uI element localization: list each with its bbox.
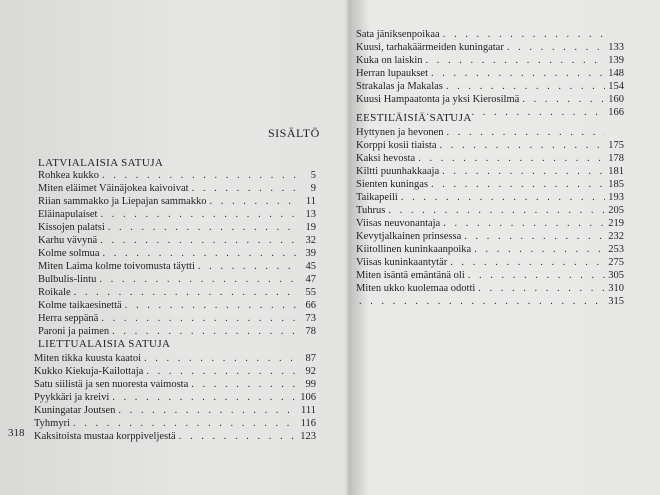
toc-entry bbox=[356, 165, 624, 178]
toc-entry bbox=[34, 378, 316, 391]
toc-entry bbox=[356, 269, 624, 282]
toc-entry-page: 133 bbox=[608, 42, 624, 53]
toc-entry-page: 87 bbox=[305, 353, 316, 364]
toc-entry-page: 154 bbox=[608, 81, 624, 92]
toc-entry-page: 219 bbox=[608, 218, 624, 229]
toc-entry-title: Korppi kosii tiaista bbox=[356, 140, 437, 151]
toc-entry-title: Miten ukko kuolemaa odotti bbox=[356, 283, 476, 294]
toc-entry-page: 66 bbox=[305, 300, 316, 311]
toc-entry-title: Kuusi, tarhakäärmeiden kuningatar bbox=[356, 42, 504, 53]
toc-list-estonia bbox=[356, 126, 624, 308]
toc-entry bbox=[356, 178, 624, 191]
toc-list-lithuania bbox=[34, 352, 316, 443]
toc-entry bbox=[356, 282, 624, 295]
toc-entry-page: 166 bbox=[608, 107, 624, 118]
toc-entry-title: Paroni ja paimen bbox=[38, 326, 110, 337]
toc-entry bbox=[356, 93, 624, 106]
toc-entry-title: Taikapeili bbox=[356, 192, 398, 203]
toc-entry bbox=[356, 152, 624, 165]
toc-entry-title: Miten eläimet Väinäjokea kaivoivat bbox=[38, 183, 189, 194]
toc-entry-page: 13 bbox=[305, 209, 316, 220]
toc-entry bbox=[38, 299, 316, 312]
toc-list-latvia bbox=[38, 169, 316, 338]
toc-entry-title: Tyhmyri bbox=[34, 418, 71, 429]
toc-entry-page: 9 bbox=[310, 183, 316, 194]
toc-entry-page: 32 bbox=[305, 235, 316, 246]
toc-leader-dots bbox=[401, 191, 605, 204]
toc-entry-title: Kiitollinen kuninkaanpoika bbox=[356, 244, 472, 255]
toc-leader-dots bbox=[443, 217, 605, 230]
toc-leader-dots bbox=[359, 295, 605, 308]
toc-entry bbox=[38, 260, 316, 273]
toc-entry bbox=[38, 286, 316, 299]
toc-entry bbox=[38, 208, 316, 221]
toc-leader-dots bbox=[108, 221, 297, 234]
toc-entry-page: 99 bbox=[305, 379, 316, 390]
toc-entry-page: 11 bbox=[305, 196, 316, 207]
toc-leader-dots bbox=[146, 365, 297, 378]
toc-entry-page: 315 bbox=[608, 296, 624, 307]
toc-leader-dots bbox=[210, 195, 297, 208]
toc-entry bbox=[356, 139, 624, 152]
toc-leader-dots bbox=[507, 41, 605, 54]
toc-entry-page: 305 bbox=[608, 270, 624, 281]
toc-entry bbox=[34, 404, 316, 417]
toc-entry bbox=[356, 28, 624, 41]
toc-entry bbox=[38, 195, 316, 208]
toc-leader-dots bbox=[431, 67, 605, 80]
toc-entry bbox=[34, 417, 316, 430]
section-heading-estonia: EESTILÄISIÄ SATUJA bbox=[356, 112, 472, 124]
toc-entry bbox=[38, 247, 316, 260]
toc-entry-page: 253 bbox=[608, 244, 624, 255]
toc-leader-dots bbox=[101, 312, 297, 325]
toc-leader-dots bbox=[431, 178, 605, 191]
toc-entry-page: 39 bbox=[305, 248, 316, 259]
toc-leader-dots bbox=[198, 260, 297, 273]
toc-entry-title: Kolme solmua bbox=[38, 248, 100, 259]
toc-entry-page: 45 bbox=[305, 261, 316, 272]
toc-entry-page: 78 bbox=[305, 326, 316, 337]
toc-entry-title: Viisas neuvonantaja bbox=[356, 218, 441, 229]
toc-leader-dots bbox=[99, 273, 297, 286]
toc-leader-dots bbox=[112, 325, 297, 338]
toc-entry-page: 275 bbox=[608, 257, 624, 268]
toc-leader-dots bbox=[125, 299, 297, 312]
toc-entry-title: Eläinapulaiset bbox=[38, 209, 98, 220]
toc-leader-dots bbox=[464, 230, 605, 243]
toc-leader-dots bbox=[112, 391, 297, 404]
toc-entry-title: Hyttynen ja hevonen bbox=[356, 127, 444, 138]
toc-entry bbox=[38, 169, 316, 182]
toc-entry bbox=[356, 295, 624, 308]
toc-entry bbox=[356, 54, 624, 67]
toc-entry-page: 111 bbox=[301, 405, 316, 416]
toc-leader-dots bbox=[144, 352, 297, 365]
toc-entry-title: Rohkea kukko bbox=[38, 170, 99, 181]
toc-leader-dots bbox=[446, 126, 605, 139]
toc-leader-dots bbox=[74, 286, 297, 299]
toc-leader-dots bbox=[418, 152, 605, 165]
toc-entry-title: Kuningatar Joutsen bbox=[34, 405, 116, 416]
toc-list-lithuania-continued bbox=[356, 28, 624, 119]
toc-entry-title: Strakalas ja Makalas bbox=[356, 81, 443, 92]
toc-entry-title: Sata jäniksenpoikaa bbox=[356, 29, 440, 40]
toc-leader-dots bbox=[191, 378, 297, 391]
toc-entry-page: 55 bbox=[305, 287, 316, 298]
toc-leader-dots bbox=[118, 404, 297, 417]
toc-entry bbox=[356, 230, 624, 243]
toc-entry-page: 106 bbox=[300, 392, 316, 403]
toc-leader-dots bbox=[192, 182, 297, 195]
right-page bbox=[350, 0, 660, 495]
toc-entry-page: 185 bbox=[608, 179, 624, 190]
toc-entry-page: 92 bbox=[305, 366, 316, 377]
toc-entry-title: Kuusi Hampaatonta ja yksi Kierosilmä bbox=[356, 94, 520, 105]
toc-entry-title: Pyykkäri ja kreivi bbox=[34, 392, 110, 403]
toc-entry-title: Kaksi hevosta bbox=[356, 153, 416, 164]
toc-entry-page: 181 bbox=[608, 166, 624, 177]
toc-leader-dots bbox=[450, 256, 605, 269]
toc-entry-title: Tuhrus bbox=[356, 205, 386, 216]
toc-entry bbox=[34, 430, 316, 443]
toc-leader-dots bbox=[468, 269, 605, 282]
toc-entry-page: 160 bbox=[608, 94, 624, 105]
toc-leader-dots bbox=[442, 165, 605, 178]
toc-entry-title: Miten isäntä emäntänä oli bbox=[356, 270, 465, 281]
toc-entry-page: 19 bbox=[305, 222, 316, 233]
toc-entry-page: 116 bbox=[300, 418, 316, 429]
toc-entry-page: 123 bbox=[300, 431, 316, 442]
toc-entry-title: Riian sammakko ja Liepajan sammakko bbox=[38, 196, 207, 207]
toc-entry-page: 310 bbox=[608, 283, 624, 294]
toc-entry bbox=[356, 243, 624, 256]
toc-entry bbox=[356, 217, 624, 230]
toc-entry-page: 47 bbox=[305, 274, 316, 285]
toc-entry-title: Kuka on laiskin bbox=[356, 55, 423, 66]
toc-entry-page: 232 bbox=[608, 231, 624, 242]
toc-leader-dots bbox=[478, 282, 605, 295]
toc-entry-page: 205 bbox=[608, 205, 624, 216]
toc-entry-page: 178 bbox=[608, 153, 624, 164]
toc-entry bbox=[356, 191, 624, 204]
toc-leader-dots bbox=[100, 208, 297, 221]
toc-entry bbox=[38, 312, 316, 325]
toc-entry-title: Kolme taikaesinettä bbox=[38, 300, 122, 311]
toc-leader-dots bbox=[443, 28, 605, 41]
toc-entry-page: 148 bbox=[608, 68, 624, 79]
toc-entry-title: Satu siilistä ja sen nuoresta vaimosta bbox=[34, 379, 189, 390]
toc-leader-dots bbox=[446, 80, 605, 93]
toc-entry-title: Kiltti puunhakkaaja bbox=[356, 166, 440, 177]
toc-entry-title: Kukko Kiekuja-Kailottaja bbox=[34, 366, 144, 377]
toc-entry-title: Viisas kuninkaantytär bbox=[356, 257, 448, 268]
toc-entry-page: 175 bbox=[608, 140, 624, 151]
toc-entry-page: 193 bbox=[608, 192, 624, 203]
toc-leader-dots bbox=[102, 169, 297, 182]
toc-entry bbox=[38, 325, 316, 338]
toc-leader-dots bbox=[522, 93, 605, 106]
toc-entry-title: Herran lupaukset bbox=[356, 68, 429, 79]
toc-entry-title: Roikale bbox=[38, 287, 71, 298]
toc-entry-title: Bulbulis-lintu bbox=[38, 274, 97, 285]
toc-entry-title: Kaksitoista mustaa korppiveljestä bbox=[34, 431, 176, 442]
toc-entry bbox=[356, 126, 624, 139]
toc-entry-page: 5 bbox=[310, 170, 316, 181]
toc-leader-dots bbox=[474, 243, 605, 256]
toc-entry-page: 139 bbox=[608, 55, 624, 66]
toc-entry-title: Kevytjalkainen prinsessa bbox=[356, 231, 462, 242]
page-title: SISÄLTÖ bbox=[268, 126, 320, 140]
toc-leader-dots bbox=[179, 430, 297, 443]
page-number: 318 bbox=[8, 427, 25, 439]
toc-leader-dots bbox=[440, 139, 606, 152]
toc-entry bbox=[34, 391, 316, 404]
toc-leader-dots bbox=[103, 247, 297, 260]
toc-entry bbox=[38, 221, 316, 234]
toc-entry bbox=[34, 352, 316, 365]
toc-entry-title: Sienten kuningas bbox=[356, 179, 429, 190]
toc-entry-title: Herra seppänä bbox=[38, 313, 99, 324]
toc-entry bbox=[38, 273, 316, 286]
toc-leader-dots bbox=[100, 234, 297, 247]
toc-entry bbox=[356, 80, 624, 93]
toc-leader-dots bbox=[73, 417, 297, 430]
toc-entry bbox=[356, 204, 624, 217]
toc-leader-dots bbox=[388, 204, 605, 217]
toc-entry bbox=[38, 234, 316, 247]
toc-entry bbox=[356, 41, 624, 54]
section-heading-latvia: LATVIALAISIA SATUJA bbox=[38, 157, 164, 169]
toc-leader-dots bbox=[426, 54, 606, 67]
toc-entry-title: Miten tikka kuusta kaatoi bbox=[34, 353, 142, 364]
toc-entry bbox=[356, 256, 624, 269]
toc-entry-title: Miten Laima kolme toivomusta täytti bbox=[38, 261, 195, 272]
toc-entry bbox=[38, 182, 316, 195]
toc-entry-title: Kissojen palatsi bbox=[38, 222, 105, 233]
section-heading-lithuania: LIETTUALAISIA SATUJA bbox=[38, 338, 171, 350]
toc-entry-title: Karhu vävynä bbox=[38, 235, 98, 246]
toc-entry bbox=[356, 67, 624, 80]
toc-entry bbox=[34, 365, 316, 378]
toc-entry-page: 73 bbox=[305, 313, 316, 324]
